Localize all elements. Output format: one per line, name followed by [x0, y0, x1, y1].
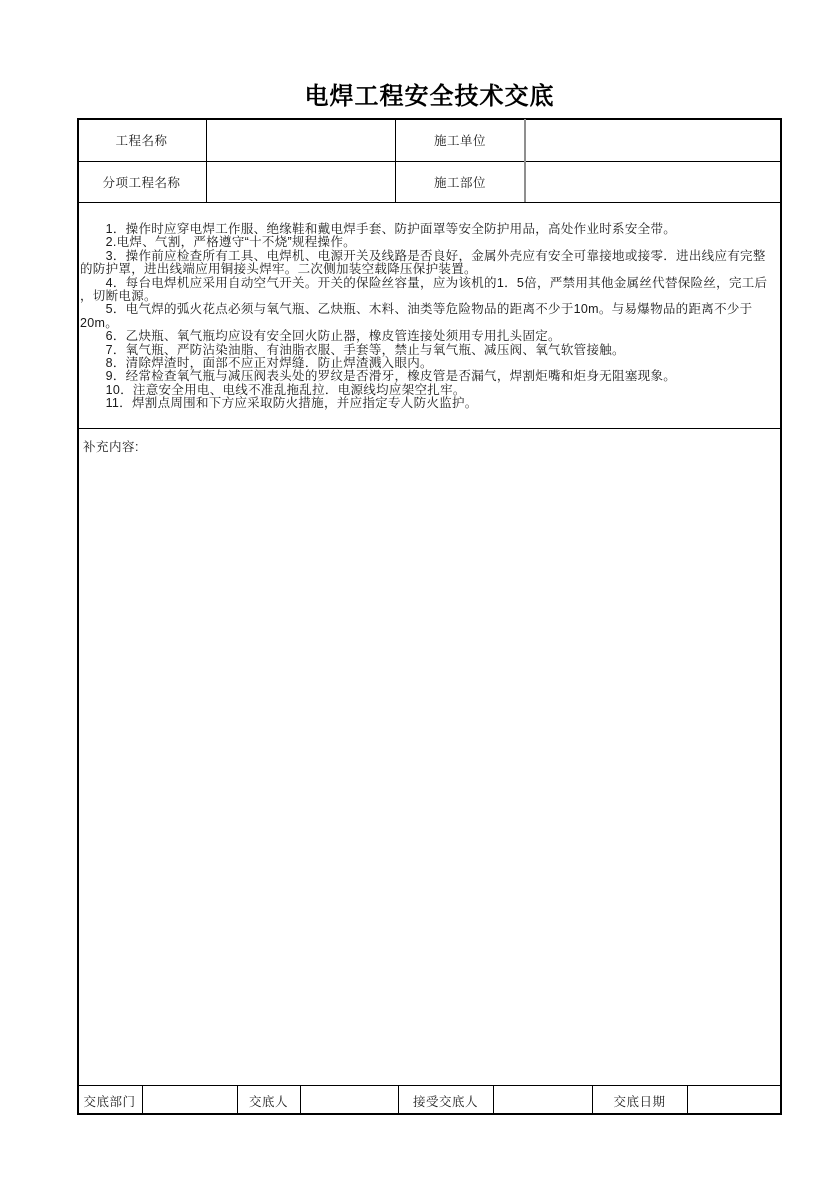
note-line: 10．注意安全用电、电线不准乱拖乱拉．电源线均应架空扎牢。	[80, 382, 466, 397]
discloser-label: 交底人	[248, 1094, 288, 1109]
construction-unit-label: 施工单位	[433, 134, 486, 148]
receiver-label: 接受交底人	[412, 1094, 478, 1109]
note-line: 6．乙炔瓶、氧气瓶均应设有安全回火防止器，橡皮管连接处须用专用扎头固定。	[80, 329, 561, 344]
discloser-value[interactable]	[301, 1086, 398, 1115]
project-name-value[interactable]	[207, 119, 395, 161]
subproject-name-label: 分项工程名称	[102, 175, 181, 190]
supplement-content-area[interactable]	[79, 429, 780, 1084]
note-line: ，切断电源。	[80, 289, 157, 304]
note-line: 1．操作时应穿电焊工作服、绝缘鞋和戴电焊手套、防护面罩等安全防护用品，高处作业时系安全带。	[80, 222, 677, 236]
note-line: 4．每台电焊机应采用自动空气开关。开关的保险丝容量，应为该机的1．5倍，严禁用其他金属丝代替保险丝，完工后	[80, 275, 768, 290]
project-name-label: 工程名称	[115, 134, 168, 148]
document-title: 电焊工程安全技术交底	[304, 83, 555, 110]
disclosure-date-label: 交底日期	[613, 1094, 666, 1109]
note-line: 5．电气焊的弧火花点必须与氧气瓶、乙炔瓶、木料、油类等危险物品的距离不少于10m。与易爆物品的距离不少于	[80, 302, 753, 317]
note-line: 2.电焊、气割，严格遵守“十不烧”规程操作。	[80, 235, 356, 250]
disclosure-date-value[interactable]	[688, 1086, 782, 1115]
construction-part-label: 施工部位	[433, 175, 486, 190]
note-line: 7．氧气瓶、严防沾染油脂、有油脂衣服、手套等，禁止与氧气瓶、减压阀、氧气软管接触。	[80, 342, 625, 357]
supplement-label: 补充内容:	[83, 440, 139, 454]
note-line: 9．经常检查氧气瓶与减压阀表头处的罗纹是否滑牙，橡皮管是否漏气，焊割炬嘴和炬身无阻塞现象。	[80, 369, 677, 384]
note-line: 3．操作前应检查所有工具、电焊机、电源开关及线路是否良好，金属外壳应有安全可靠接地或接零．进出线应有完整	[80, 248, 766, 263]
construction-unit-value[interactable]	[526, 119, 782, 161]
disclosure-dept-label: 交底部门	[83, 1094, 136, 1109]
receiver-value[interactable]	[494, 1086, 592, 1115]
safety-notes-text	[80, 203, 780, 428]
note-line: 的防护罩，进出线端应用铜接头焊牢。二次侧加装空载降压保护装置。	[80, 262, 477, 277]
note-line: 20m。	[80, 315, 119, 330]
note-line: 8．清除焊渣时，面部不应正对焊缝．防止焊渣溅入眼内。	[80, 356, 433, 371]
note-line: 11．焊割点周围和下方应采取防火措施，并应指定专人防火监护。	[80, 396, 478, 411]
construction-part-value[interactable]	[526, 161, 782, 202]
disclosure-dept-value[interactable]	[143, 1086, 237, 1115]
subproject-name-value[interactable]	[207, 161, 395, 202]
